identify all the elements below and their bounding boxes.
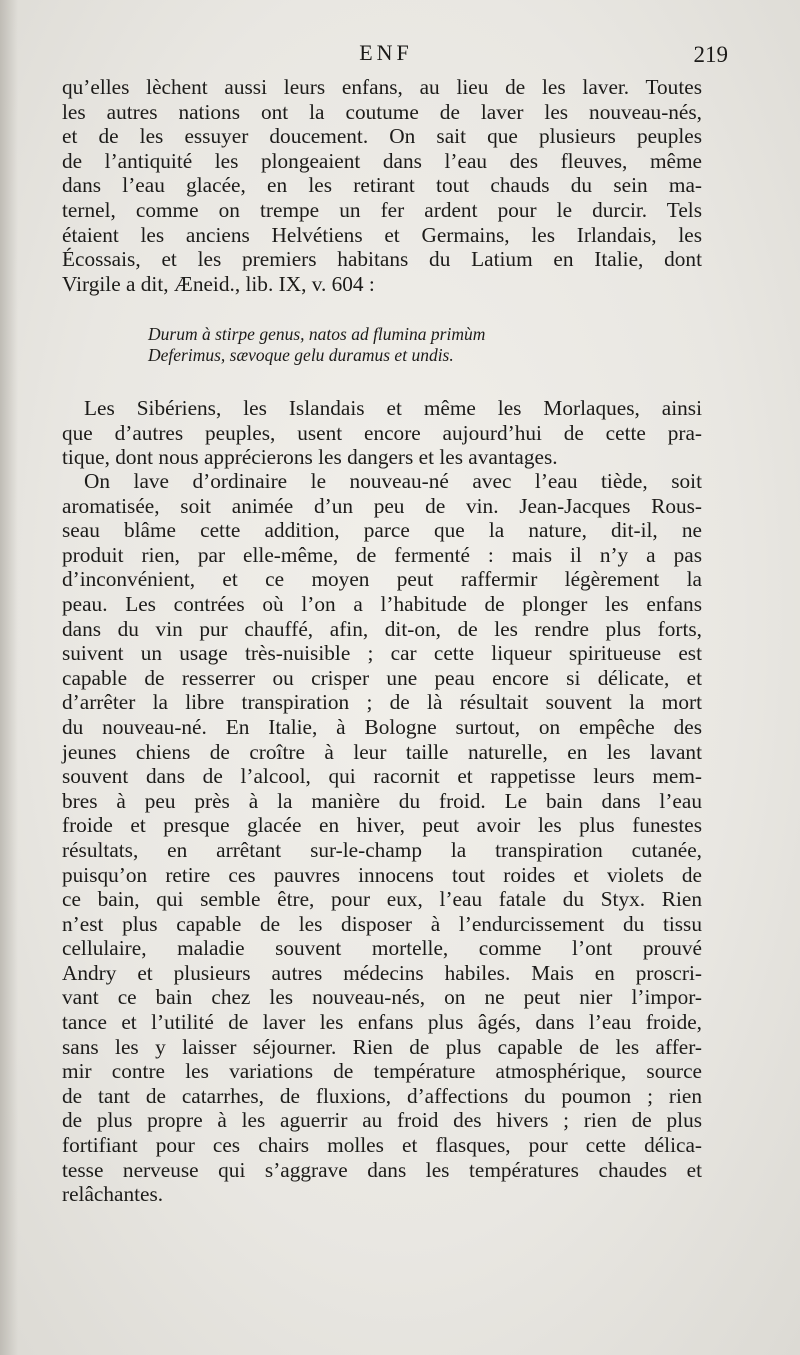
quote-line: Deferimus, sævoque gelu duramus et undis. (148, 345, 454, 365)
paragraph-2 (62, 396, 702, 470)
text-line: de l’antiquité les plongeaient dans l’eau des fleuves, même (62, 148, 702, 173)
text-line: tance et l’utilité de laver les enfans plus âgés, dans l’eau froide, (62, 1010, 702, 1035)
text-line: fortifiant pour ces chairs molles et flasques, pour cette délica- (62, 1133, 702, 1158)
text-line: Virgile a dit, Æneid., lib. IX, v. 604 : (62, 271, 375, 296)
page-header (62, 40, 728, 80)
text-line: d’arrêter la libre transpiration ; de là résultait souvent la mort (62, 690, 702, 715)
text-line: que d’autres peuples, usent encore aujourd’hui de cette pra- (62, 420, 702, 445)
text-line: produit rien, par elle-même, de fermenté : mais il n’y a pas (62, 542, 702, 567)
text-line: jeunes chiens de croître à leur taille naturelle, en les lavant (62, 739, 702, 764)
text-line: cellulaire, maladie souvent mortelle, comme l’ont prouvé (62, 936, 702, 961)
text-line: ternel, comme on trempe un fer ardent pour le durcir. Tels (62, 197, 702, 222)
text-line: ce bain, qui semble être, pour eux, l’eau fatale du Styx. Rien (62, 887, 702, 912)
text-line: bres à peu près à la manière du froid. Le bain dans l’eau (62, 788, 702, 813)
page-number: 219 (693, 42, 728, 67)
text-line: de tant de catarrhes, de fluxions, d’affections du poumon ; rien (62, 1083, 702, 1108)
text-line: froide et presque glacée en hiver, peut avoir les plus funestes (62, 813, 702, 838)
text-line: Andry et plusieurs autres médecins habiles. Mais en proscri- (62, 960, 702, 985)
text-line: vant ce bain chez les nouveau-nés, on ne peut nier l’impor- (62, 985, 702, 1010)
text-line: d’inconvénient, et ce moyen peut raffermir légèrement la (62, 567, 702, 592)
text-line: dans l’eau glacée, en les retirant tout chauds du sein ma- (62, 173, 702, 198)
text-line: qu’elles lèchent aussi leurs enfans, au lieu de les laver. Toutes (62, 75, 702, 99)
text-line: étaient les anciens Helvétiens et Germains, les Irlandais, les (62, 222, 702, 247)
text-line: seau blâme cette addition, parce que la nature, dit-il, ne (62, 518, 702, 543)
text-line: tique, dont nous apprécierons les dangers et les avantages. (62, 445, 558, 470)
paragraph-3 (62, 469, 702, 1207)
text-line: du nouveau-né. En Italie, à Bologne surtout, on empêche des (62, 714, 702, 739)
text-line: Écossais, et les premiers habitans du Latium en Italie, dont (62, 247, 702, 272)
text-line: capable de resserrer ou crisper une peau encore si délicate, et (62, 665, 702, 690)
paragraph-1 (62, 75, 702, 296)
text-line: les autres nations ont la coutume de laver les nouveau-nés, (62, 99, 702, 124)
running-head: ENF (359, 40, 413, 65)
latin-quotation (148, 324, 485, 366)
text-line: résultats, en arrêtant sur-le-champ la transpiration cutanée, (62, 837, 702, 862)
text-line: On lave d’ordinaire le nouveau-né avec l’eau tiède, soit (84, 469, 702, 493)
text-line: relâchantes. (62, 1182, 164, 1207)
text-line: n’est plus capable de les disposer à l’endurcissement du tissu (62, 911, 702, 936)
text-line: et de les essuyer doucement. On sait que plusieurs peuples (62, 124, 702, 149)
text-line: peau. Les contrées où l’on a l’habitude de plonger les enfans (62, 591, 702, 616)
text-line: suivent un usage très-nuisible ; car cette liqueur spiritueuse est (62, 641, 702, 666)
text-line: puisqu’on retire ces pauvres innocens tout roides et violets de (62, 862, 702, 887)
quote-line: Durum à stirpe genus, natos ad flumina primùm (148, 324, 486, 344)
text-line: souvent dans de l’alcool, qui racornit et rappetisse leurs mem- (62, 764, 702, 789)
text-line: sans les y laisser séjourner. Rien de plus capable de les affer- (62, 1034, 702, 1059)
text-line: mir contre les variations de température atmosphérique, source (62, 1059, 702, 1084)
text-line: Les Sibériens, les Islandais et même les Morlaques, ainsi (84, 396, 702, 420)
text-line: aromatisée, soit animée d’un peu de vin. Jean-Jacques Rous- (62, 493, 702, 518)
text-line: tesse nerveuse qui s’aggrave dans les températures chaudes et (62, 1157, 702, 1182)
text-line: de plus propre à les aguerrir au froid des hivers ; rien de plus (62, 1108, 702, 1133)
text-line: dans du vin pur chauffé, afin, dit-on, de les rendre plus forts, (62, 616, 702, 641)
